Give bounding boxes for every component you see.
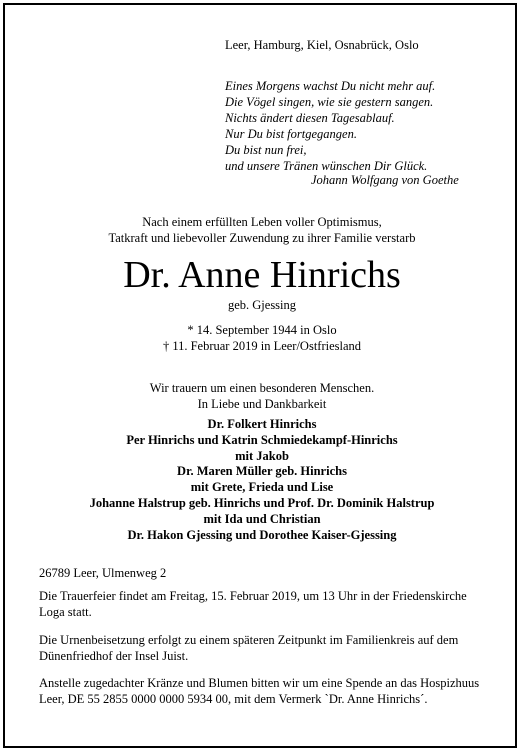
funeral-info: Die Trauerfeier findet am Freitag, 15. Februar 2019, um 13 Uhr in der Friedenskirche Loga statt.: [39, 589, 467, 619]
family-line: mit Grete, Frieda und Lise: [190, 480, 334, 495]
death-date: † 11. Februar 2019 in Leer/Ostfriesland: [162, 339, 362, 353]
intro-line: Nach einem erfüllten Leben voller Optimismus,: [142, 215, 382, 229]
family-line: Dr. Maren Müller geb. Hinrichs: [177, 464, 347, 479]
address: 26789 Leer, Ulmenweg 2: [39, 566, 167, 580]
birth-name: geb. Gjessing: [227, 298, 297, 312]
life-dates: [0, 322, 524, 354]
family-line: mit Ida und Christian: [203, 511, 321, 526]
urn-burial-info: Die Urnenbeisetzung erfolgt zu einem späteren Zeitpunkt im Familienkreis auf dem Dünenfriedhof der Insel Juist.: [39, 633, 459, 663]
family-list: [0, 417, 524, 543]
birth-date: * 14. September 1944 in Oslo: [187, 323, 337, 337]
poem-line: Die Vögel singen, wie sie gestern sangen.: [225, 95, 434, 109]
poem-line: Nichts ändert diesen Tagesablauf.: [225, 111, 395, 125]
mourning-text: [0, 380, 524, 412]
deceased-name: Dr. Anne Hinrichs: [123, 254, 401, 296]
places-line: Leer, Hamburg, Kiel, Osnabrück, Oslo: [225, 38, 419, 52]
intro-line: Tatkraft und liebevoller Zuwendung zu ihrer Familie verstarb: [108, 231, 416, 245]
mourning-line: In Liebe und Dankbarkeit: [197, 397, 327, 411]
family-line: Dr. Hakon Gjessing und Dorothee Kaiser-Gjessing: [127, 527, 397, 542]
family-line: Johanne Halstrup geb. Hinrichs und Prof. Dr. Dominik Halstrup: [89, 495, 435, 510]
poem: [225, 78, 435, 174]
poem-line: und unsere Tränen wünschen Dir Glück.: [225, 159, 428, 173]
family-line: Dr. Folkert Hinrichs: [207, 417, 317, 431]
poem-line: Du bist nun frei,: [225, 143, 307, 157]
poem-line: Eines Morgens wachst Du nicht mehr auf.: [225, 79, 436, 93]
intro-text: [0, 214, 524, 246]
family-line: Per Hinrichs und Katrin Schmiedekampf-Hinrichs: [126, 432, 398, 447]
mourning-line: Wir trauern um einen besonderen Menschen.: [149, 381, 375, 395]
poem-line: Nur Du bist fortgegangen.: [225, 127, 357, 141]
donation-info: Anstelle zugedachter Kränze und Blumen bitten wir um eine Spende an das Hospizhuus Leer, DE 55 2855 0000 0000 5934 00, mit dem Vermerk `Dr. Anne Hinrichs´.: [39, 676, 480, 706]
family-line: mit Jakob: [235, 448, 289, 463]
poem-author: Johann Wolfgang von Goethe: [311, 173, 459, 187]
